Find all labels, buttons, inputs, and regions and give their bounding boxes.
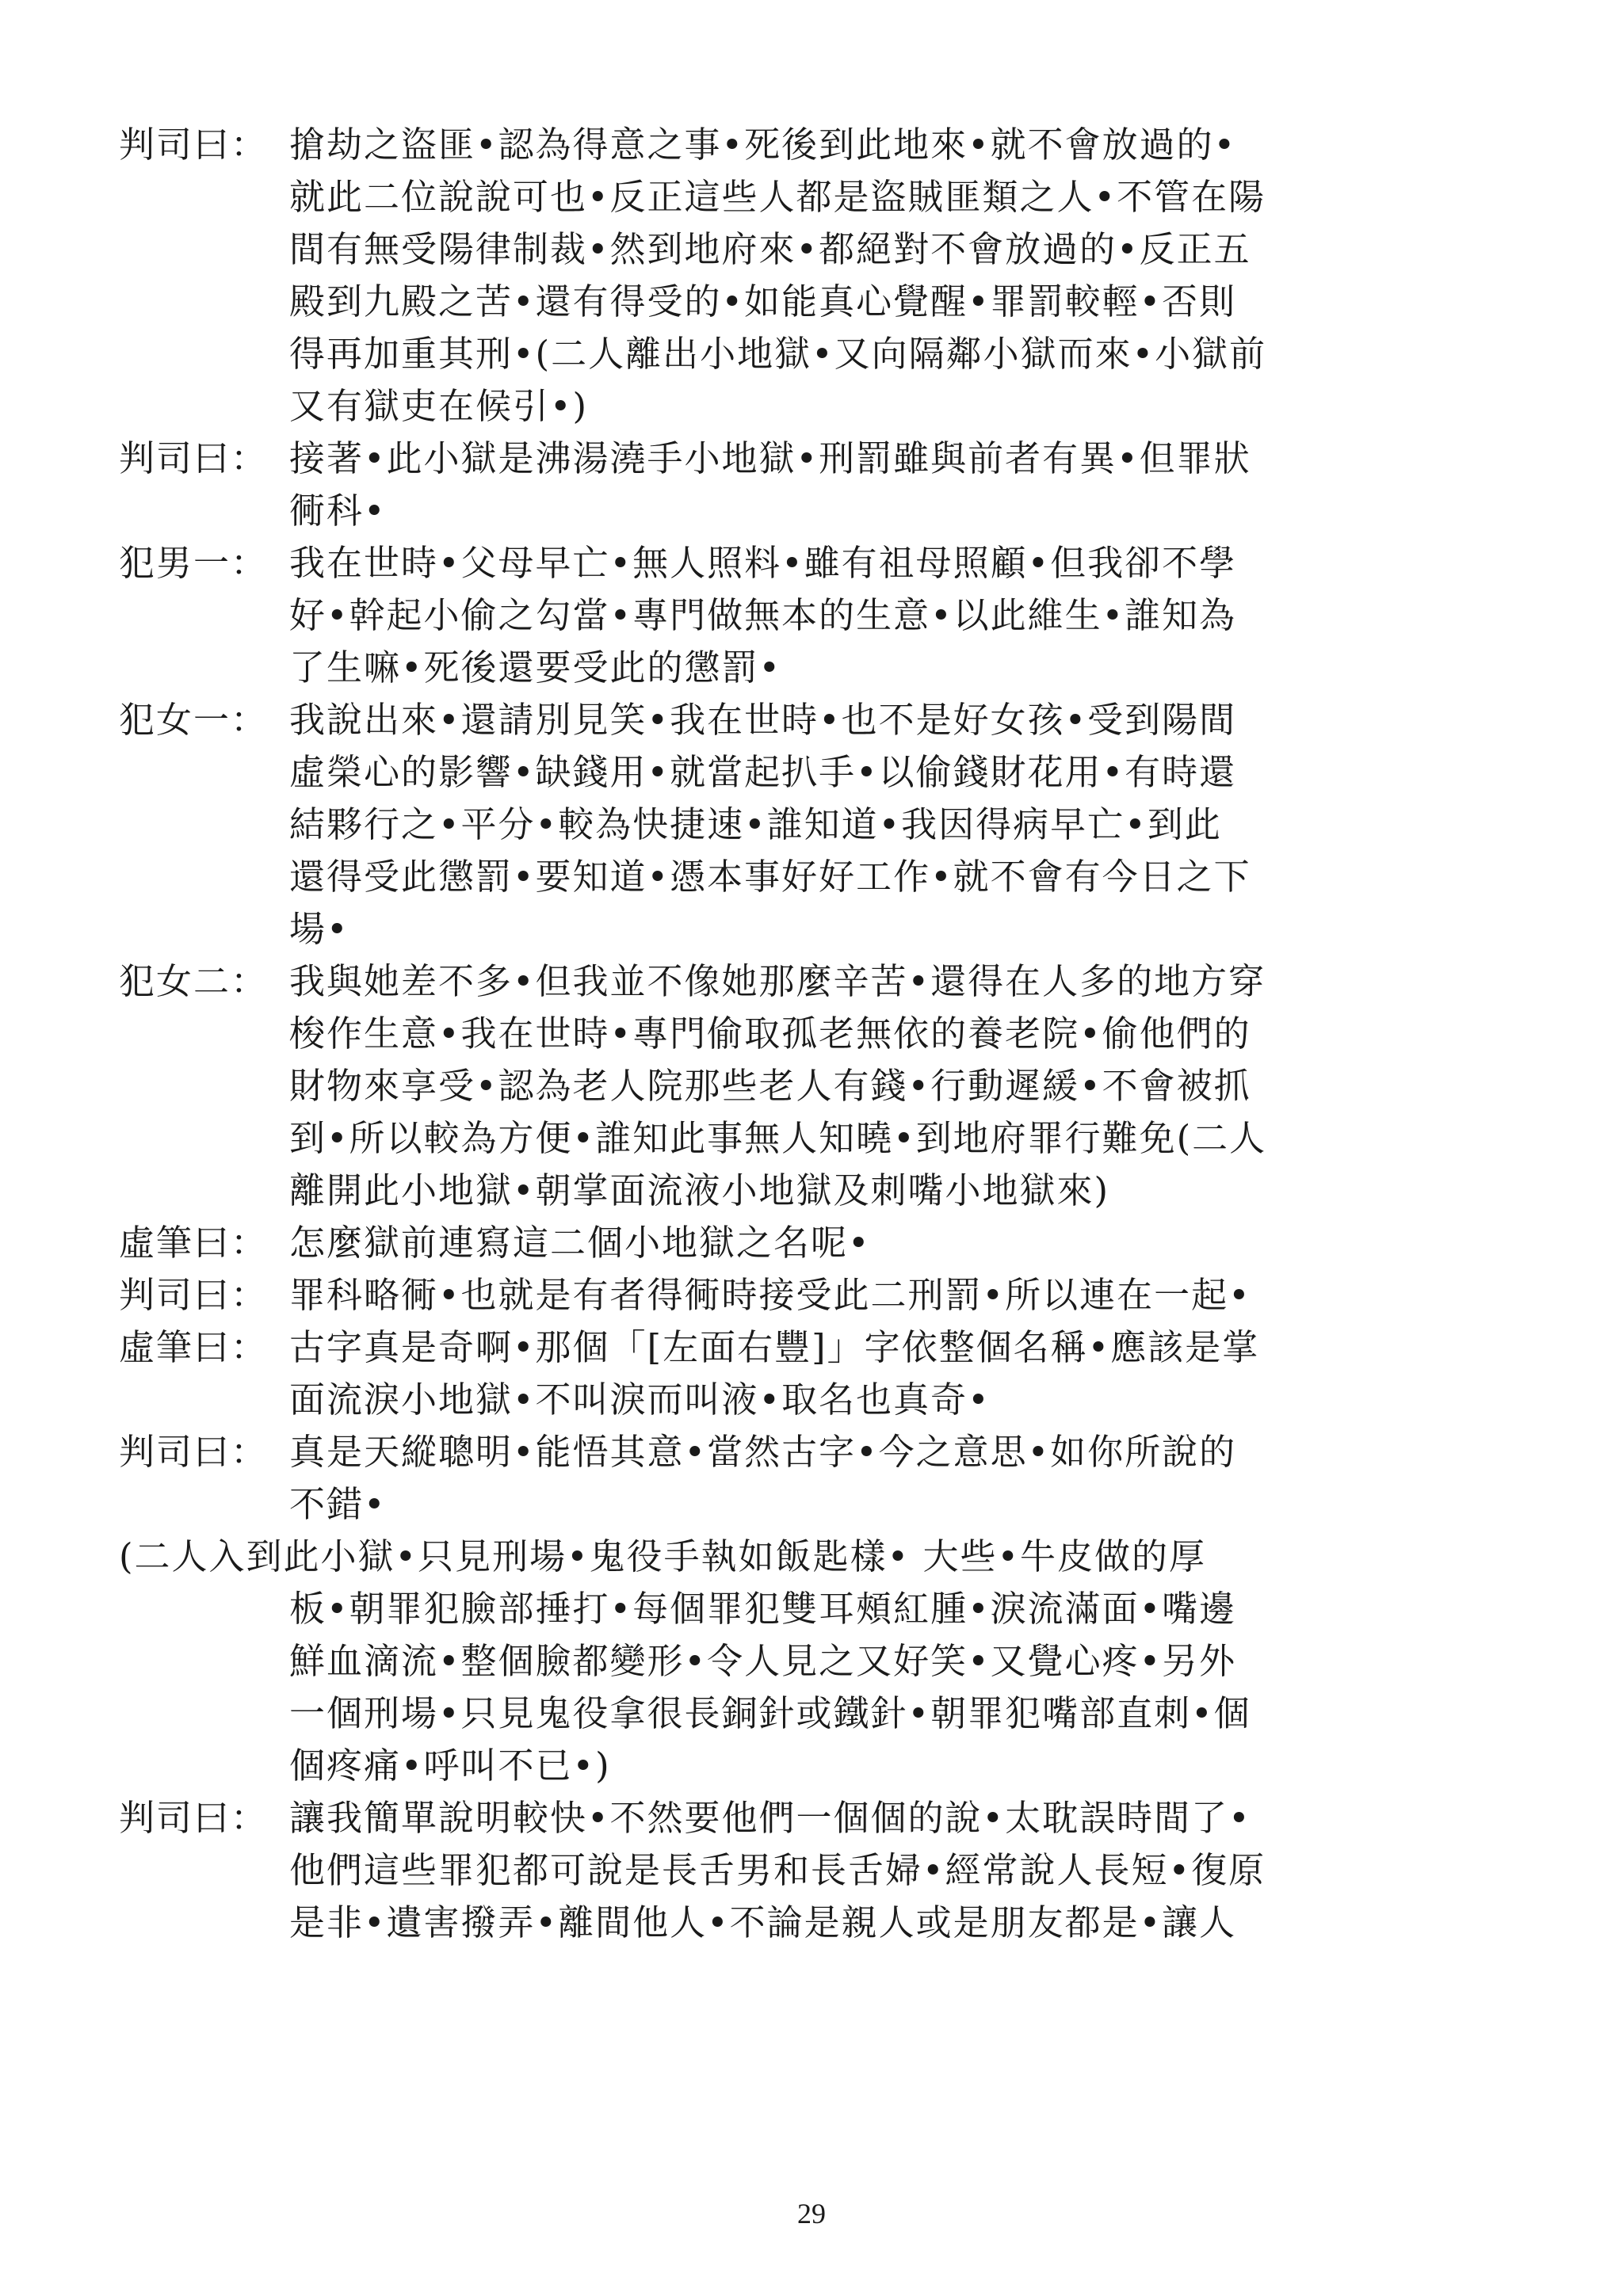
dialogue-entry [119, 694, 1514, 955]
speech-text [289, 433, 1514, 537]
speech-text [289, 1322, 1514, 1426]
text-line: 他們這些罪犯都可說是長舌男和長舌婦•經常說人長短•復原 [289, 1849, 1266, 1891]
text-line: 罪科略衕•也就是有者得衕時接受此二刑罰•所以連在一起• [289, 1274, 1251, 1316]
speaker-label: 虛筆曰： [119, 1222, 269, 1264]
dialogue-entry [119, 1426, 1514, 1531]
dialogue-entry [119, 1217, 1514, 1269]
speaker-label: 判司曰： [119, 124, 269, 166]
text-line: 接著•此小獄是沸湯澆手小地獄•刑罰雖與前者有異•但罪狀 [289, 437, 1251, 479]
narration-line: 一個刑場•只見鬼役拿很長銅針或鐵針•朝罪犯嘴部直刺•個 [289, 1692, 1251, 1734]
narration-line: 板•朝罪犯臉部捶打•每個罪犯雙耳頰紅腫•淚流滿面•嘴邊 [289, 1588, 1237, 1630]
text-line: 場• [289, 908, 349, 950]
dialogue-entry [119, 537, 1514, 694]
dialogue-entry [119, 1792, 1514, 1949]
speech-text [289, 955, 1514, 1217]
speaker-label: 虛筆曰： [119, 1326, 269, 1368]
speech-text [289, 119, 1514, 433]
text-line: 到•所以較為方便•誰知此事無人知曉•到地府罪行難免(二人 [289, 1117, 1267, 1159]
speaker-label: 犯男一： [119, 542, 269, 584]
text-line: 我在世時•父母早亡•無人照料•雖有祖母照顧•但我卻不學 [289, 542, 1237, 584]
speaker-label: 犯女二： [119, 960, 269, 1002]
text-line: 結夥行之•平分•較為快捷速•誰知道•我因得病早亡•到此 [289, 803, 1222, 845]
dialogue-entry [119, 1322, 1514, 1426]
dialogue-entry [119, 433, 1514, 537]
text-line: 我說出來•還請別見笑•我在世時•也不是好女孩•受到陽間 [289, 699, 1237, 741]
dialogue-entry [119, 955, 1514, 1217]
text-line: 梭作生意•我在世時•專門偷取孤老無依的養老院•偷他們的 [289, 1013, 1251, 1055]
speech-text [289, 537, 1514, 694]
narration-line: 個疼痛•呼叫不已•) [289, 1745, 611, 1787]
speech-text [289, 1217, 1514, 1269]
text-line: 真是天縱聰明•能悟其意•當然古字•今之意思•如你所說的 [289, 1431, 1237, 1473]
text-line: 讓我簡單說明較快•不然要他們一個個的說•太耽誤時間了• [289, 1797, 1251, 1839]
speaker-label: 判司曰： [119, 1797, 269, 1839]
speech-text [289, 694, 1514, 955]
text-line: 古字真是奇啊•那個「[左面右豐]」字依整個名稱•應該是掌 [289, 1326, 1260, 1368]
text-line: 衕科• [289, 490, 387, 532]
speech-text [289, 1792, 1514, 1949]
text-line: 了生嘛•死後還要受此的懲罰• [289, 646, 782, 688]
speech-text [289, 1426, 1514, 1531]
text-line: 是非•遺害撥弄•離間他人•不論是親人或是朋友都是•讓人 [289, 1901, 1237, 1943]
speaker-label: 判司曰： [119, 437, 269, 479]
speech-text [289, 1269, 1514, 1322]
text-line: 不錯• [289, 1483, 387, 1525]
dialogue-entry [119, 119, 1514, 433]
text-line: 虛榮心的影響•缺錢用•就當起扒手•以偷錢財花用•有時還 [289, 751, 1237, 793]
text-line: 怎麼獄前連寫這二個小地獄之名呢• [289, 1222, 871, 1264]
narration-line: 鮮血滴流•整個臉都變形•令人見之又好笑•又覺心疼•另外 [289, 1640, 1237, 1682]
text-line: 離開此小地獄•朝掌面流液小地獄及刺嘴小地獄來) [289, 1169, 1110, 1211]
text-line: 好•幹起小偷之勾當•專門做無本的生意•以此維生•誰知為 [289, 594, 1237, 636]
text-line: 面流淚小地獄•不叫淚而叫液•取名也真奇• [289, 1379, 991, 1421]
dialogue-entry [119, 1269, 1514, 1322]
text-line: 間有無受陽律制裁•然到地府來•都絕對不會放過的•反正五 [289, 228, 1251, 270]
speaker-label: 判司曰： [119, 1274, 269, 1316]
text-line: 得再加重其刑•(二人離出小地獄•又向隔鄰小獄而來•小獄前 [289, 333, 1267, 375]
text-line: 又有獄吏在候引•) [289, 385, 589, 427]
narration-first-line: (二人入到此小獄•只見刑場•鬼役手執如飯匙樣• 大些•牛皮做的厚 [119, 1535, 1207, 1577]
text-line: 財物來享受•認為老人院那些老人有錢•行動遲緩•不會被抓 [289, 1065, 1251, 1107]
text-line: 還得受此懲罰•要知道•憑本事好好工作•就不會有今日之下 [289, 856, 1251, 898]
text-line: 搶劫之盜匪•認為得意之事•死後到此地來•就不會放過的• [289, 124, 1237, 166]
speaker-label: 犯女一： [119, 699, 269, 741]
narration-paragraph [119, 1531, 1514, 1792]
page-number: 29 [797, 2198, 826, 2229]
text-line: 我與她差不多•但我並不像她那麼辛苦•還得在人多的地方穿 [289, 960, 1266, 1002]
document-body [119, 119, 1514, 1949]
text-line: 就此二位說說可也•反正這些人都是盜賊匪類之人•不管在陽 [289, 176, 1266, 218]
speaker-label: 判司曰： [119, 1431, 269, 1473]
text-line: 殿到九殿之苦•還有得受的•如能真心覺醒•罪罰較輕•否則 [289, 280, 1237, 322]
